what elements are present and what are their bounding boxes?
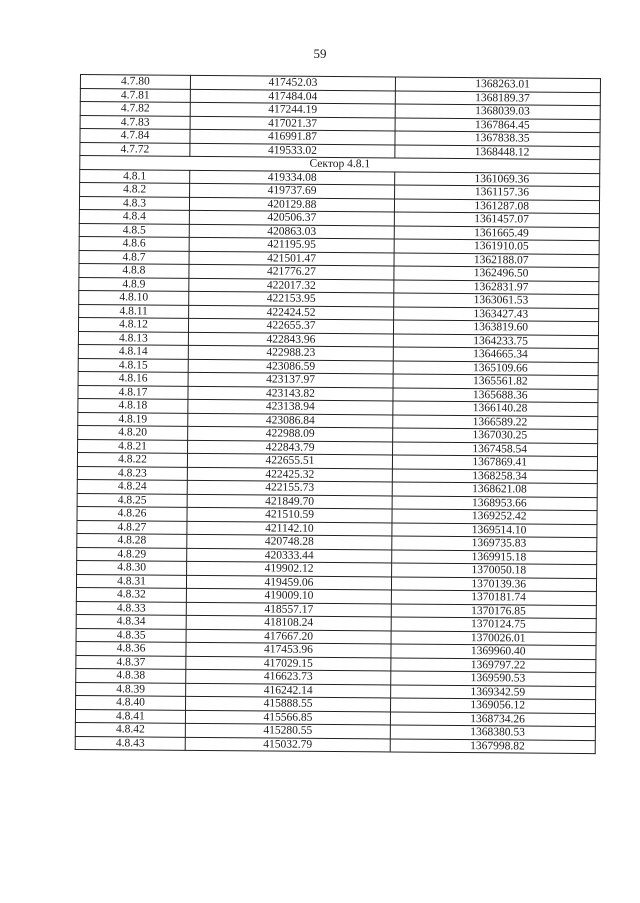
- point-id-cell: 4.8.26: [77, 506, 187, 520]
- table-body-bottom: [75, 169, 600, 754]
- x-coordinate-cell: 421142.10: [187, 521, 392, 536]
- x-coordinate-cell: 423086.84: [188, 413, 393, 428]
- x-coordinate-cell: 421776.27: [189, 264, 394, 279]
- point-id-cell: 4.8.9: [79, 277, 189, 291]
- y-coordinate-cell: 1364233.75: [393, 333, 598, 348]
- point-id-cell: 4.8.1: [80, 169, 190, 183]
- point-id-cell: 4.8.3: [79, 196, 189, 210]
- point-id-cell: 4.7.72: [80, 142, 190, 156]
- y-coordinate-cell: 1366589.22: [393, 414, 598, 429]
- point-id-cell: 4.8.35: [76, 628, 186, 642]
- x-coordinate-cell: 420333.44: [187, 548, 392, 563]
- y-coordinate-cell: 1363061.53: [394, 293, 599, 308]
- point-id-cell: 4.8.43: [75, 736, 185, 750]
- y-coordinate-cell: 1368448.12: [395, 144, 600, 159]
- point-id-cell: 4.8.16: [78, 371, 188, 385]
- y-coordinate-cell: 1365688.36: [393, 387, 598, 402]
- x-coordinate-cell: 419737.69: [190, 183, 395, 198]
- x-coordinate-cell: 417021.37: [190, 116, 395, 131]
- y-coordinate-cell: 1370139.36: [391, 576, 596, 591]
- y-coordinate-cell: 1369252.42: [392, 509, 597, 524]
- x-coordinate-cell: 416242.14: [186, 683, 391, 698]
- y-coordinate-cell: 1369960.40: [391, 644, 596, 659]
- y-coordinate-cell: 1370124.75: [391, 617, 596, 632]
- x-coordinate-cell: 417452.03: [190, 75, 395, 90]
- y-coordinate-cell: 1367838.35: [395, 131, 600, 146]
- y-coordinate-cell: 1362188.07: [394, 252, 599, 267]
- y-coordinate-cell: 1368039.03: [395, 104, 600, 119]
- y-coordinate-cell: 1369342.59: [391, 684, 596, 699]
- point-id-cell: 4.8.27: [77, 520, 187, 534]
- x-coordinate-cell: 419902.12: [187, 561, 392, 576]
- y-coordinate-cell: 1368734.26: [390, 711, 595, 726]
- y-coordinate-cell: 1366140.28: [393, 401, 598, 416]
- y-coordinate-cell: 1363427.43: [394, 306, 599, 321]
- x-coordinate-cell: 417667.20: [186, 629, 391, 644]
- point-id-cell: 4.8.37: [76, 655, 186, 669]
- x-coordinate-cell: 415888.55: [186, 696, 391, 711]
- point-id-cell: 4.7.80: [80, 75, 190, 89]
- y-coordinate-cell: 1370050.18: [392, 563, 597, 578]
- point-id-cell: 4.8.28: [77, 533, 187, 547]
- y-coordinate-cell: 1361157.36: [395, 185, 600, 200]
- x-coordinate-cell: 420748.28: [187, 534, 392, 549]
- y-coordinate-cell: 1370181.74: [391, 590, 596, 605]
- y-coordinate-cell: 1369915.18: [392, 549, 597, 564]
- point-id-cell: 4.8.41: [75, 709, 185, 723]
- point-id-cell: 4.8.36: [76, 641, 186, 655]
- point-id-cell: 4.8.25: [77, 493, 187, 507]
- point-id-cell: 4.8.42: [75, 722, 185, 736]
- y-coordinate-cell: 1365561.82: [393, 374, 598, 389]
- x-coordinate-cell: 422988.09: [188, 426, 393, 441]
- point-id-cell: 4.8.7: [79, 250, 189, 264]
- y-coordinate-cell: 1361287.08: [394, 198, 599, 213]
- x-coordinate-cell: 422655.51: [187, 453, 392, 468]
- x-coordinate-cell: 417484.04: [190, 89, 395, 104]
- x-coordinate-cell: 422843.79: [188, 440, 393, 455]
- sector-label: Сектор 4.8.1: [80, 156, 600, 174]
- y-coordinate-cell: 1361457.07: [394, 212, 599, 227]
- x-coordinate-cell: 415280.55: [185, 723, 390, 738]
- y-coordinate-cell: 1362496.50: [394, 266, 599, 281]
- y-coordinate-cell: 1364665.34: [393, 347, 598, 362]
- y-coordinate-cell: 1369735.83: [392, 536, 597, 551]
- y-coordinate-cell: 1362831.97: [394, 279, 599, 294]
- x-coordinate-cell: 418108.24: [186, 615, 391, 630]
- y-coordinate-cell: 1370026.01: [391, 630, 596, 645]
- y-coordinate-cell: 1361910.05: [394, 239, 599, 254]
- x-coordinate-cell: 415566.85: [185, 710, 390, 725]
- point-id-cell: 4.8.34: [76, 614, 186, 628]
- point-id-cell: 4.8.4: [79, 209, 189, 223]
- y-coordinate-cell: 1368380.53: [390, 725, 595, 740]
- x-coordinate-cell: 416623.73: [186, 669, 391, 684]
- x-coordinate-cell: 422988.23: [188, 345, 393, 360]
- x-coordinate-cell: 419009.10: [186, 588, 391, 603]
- point-id-cell: 4.8.19: [78, 412, 188, 426]
- point-id-cell: 4.8.6: [79, 236, 189, 250]
- y-coordinate-cell: 1370176.85: [391, 603, 596, 618]
- x-coordinate-cell: 423086.59: [188, 359, 393, 374]
- y-coordinate-cell: 1367030.25: [393, 428, 598, 443]
- x-coordinate-cell: 419533.02: [190, 143, 395, 158]
- point-id-cell: 4.7.81: [80, 88, 190, 102]
- table-body-top: [80, 75, 601, 160]
- x-coordinate-cell: 423137.97: [188, 372, 393, 387]
- x-coordinate-cell: 422425.32: [187, 467, 392, 482]
- point-id-cell: 4.8.38: [76, 668, 186, 682]
- point-id-cell: 4.8.17: [78, 385, 188, 399]
- y-coordinate-cell: 1365109.66: [393, 360, 598, 375]
- point-id-cell: 4.8.11: [79, 304, 189, 318]
- x-coordinate-cell: 421510.59: [187, 507, 392, 522]
- y-coordinate-cell: 1367869.41: [392, 455, 597, 470]
- x-coordinate-cell: 417244.19: [190, 102, 395, 117]
- y-coordinate-cell: 1367864.45: [395, 117, 600, 132]
- x-coordinate-cell: 421195.95: [189, 237, 394, 252]
- point-id-cell: 4.8.31: [76, 574, 186, 588]
- x-coordinate-cell: 422655.37: [188, 318, 393, 333]
- point-id-cell: 4.8.15: [78, 358, 188, 372]
- x-coordinate-cell: 422424.52: [189, 305, 394, 320]
- x-coordinate-cell: 423138.94: [188, 399, 393, 414]
- x-coordinate-cell: 418557.17: [186, 602, 391, 617]
- y-coordinate-cell: 1367458.54: [393, 441, 598, 456]
- point-id-cell: 4.8.12: [78, 317, 188, 331]
- point-id-cell: 4.8.18: [78, 398, 188, 412]
- x-coordinate-cell: 422843.96: [188, 332, 393, 347]
- x-coordinate-cell: 422017.32: [189, 278, 394, 293]
- x-coordinate-cell: 417029.15: [186, 656, 391, 671]
- x-coordinate-cell: 419334.08: [190, 170, 395, 185]
- point-id-cell: 4.8.14: [78, 344, 188, 358]
- y-coordinate-cell: 1369056.12: [391, 698, 596, 713]
- y-coordinate-cell: 1368621.08: [392, 482, 597, 497]
- x-coordinate-cell: 422155.73: [187, 480, 392, 495]
- x-coordinate-cell: 420129.88: [189, 197, 394, 212]
- x-coordinate-cell: 421501.47: [189, 251, 394, 266]
- y-coordinate-cell: 1367998.82: [390, 738, 595, 753]
- x-coordinate-cell: 421849.70: [187, 494, 392, 509]
- point-id-cell: 4.7.82: [80, 102, 190, 116]
- x-coordinate-cell: 422153.95: [189, 291, 394, 306]
- point-id-cell: 4.8.23: [77, 466, 187, 480]
- point-id-cell: 4.7.84: [80, 129, 190, 143]
- y-coordinate-cell: 1361665.49: [394, 225, 599, 240]
- point-id-cell: 4.8.32: [76, 587, 186, 601]
- y-coordinate-cell: 1369797.22: [391, 657, 596, 672]
- y-coordinate-cell: 1368189.37: [395, 90, 600, 105]
- y-coordinate-cell: 1368258.34: [392, 468, 597, 483]
- point-id-cell: 4.8.5: [79, 223, 189, 237]
- y-coordinate-cell: 1369514.10: [392, 522, 597, 537]
- x-coordinate-cell: 419459.06: [186, 575, 391, 590]
- x-coordinate-cell: 423143.82: [188, 386, 393, 401]
- point-id-cell: 4.8.39: [76, 682, 186, 696]
- point-id-cell: 4.8.20: [78, 425, 188, 439]
- point-id-cell: 4.8.30: [77, 560, 187, 574]
- point-id-cell: 4.8.22: [77, 452, 187, 466]
- x-coordinate-cell: 415032.79: [185, 737, 390, 752]
- point-id-cell: 4.8.10: [79, 290, 189, 304]
- y-coordinate-cell: 1361069.36: [395, 171, 600, 186]
- point-id-cell: 4.7.83: [80, 115, 190, 129]
- point-id-cell: 4.8.21: [78, 439, 188, 453]
- point-id-cell: 4.8.33: [76, 601, 186, 615]
- point-id-cell: 4.8.13: [78, 331, 188, 345]
- x-coordinate-cell: 417453.96: [186, 642, 391, 657]
- x-coordinate-cell: 420506.37: [189, 210, 394, 225]
- y-coordinate-cell: 1363819.60: [393, 320, 598, 335]
- y-coordinate-cell: 1369590.53: [391, 671, 596, 686]
- coordinates-table: [75, 74, 601, 754]
- x-coordinate-cell: 416991.87: [190, 129, 395, 144]
- point-id-cell: 4.8.8: [79, 263, 189, 277]
- point-id-cell: 4.8.29: [77, 547, 187, 561]
- y-coordinate-cell: 1368263.01: [395, 77, 600, 92]
- page-number: 59: [313, 46, 327, 61]
- point-id-cell: 4.8.2: [80, 183, 190, 197]
- point-id-cell: 4.8.40: [76, 695, 186, 709]
- y-coordinate-cell: 1368953.66: [392, 495, 597, 510]
- x-coordinate-cell: 420863.03: [189, 224, 394, 239]
- point-id-cell: 4.8.24: [77, 479, 187, 493]
